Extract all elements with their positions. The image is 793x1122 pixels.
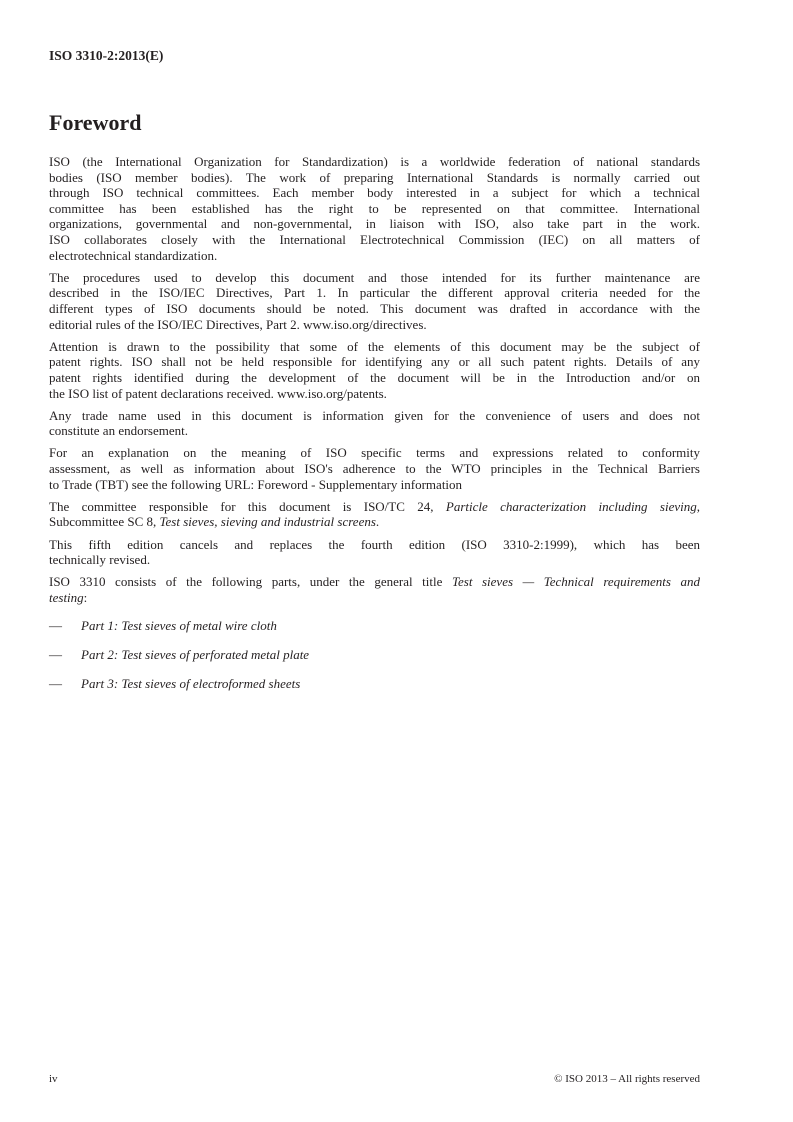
text-line (49, 423, 700, 439)
document-id-header: ISO 3310-2:2013(E) (49, 48, 164, 63)
text-segment: assessment, as well as information about ISO's adherence to the WTO principles in the Technical Barriers (49, 461, 700, 477)
text-segment: organizations, governmental and non-governmental, in liaison with ISO, also take part in the work. (49, 216, 700, 232)
list-item (49, 676, 700, 692)
text-segment: technically revised. (49, 552, 151, 568)
text-segment: ISO collaborates closely with the International Electrotechnical Commission (IEC) on all matters of (49, 231, 700, 247)
text-line (49, 270, 700, 286)
paragraph (49, 574, 700, 605)
text-segment: electrotechnical standardization. (49, 247, 218, 263)
text-line (49, 370, 700, 386)
text-segment: bodies (ISO member bodies). The work of preparing International Standards is normally carried out (49, 169, 700, 185)
foreword-body (49, 154, 700, 705)
text-segment: ISO (the International Organization for Standardization) is a worldwide federation of national standards (49, 154, 700, 169)
part-title: Part 2: Test sieves of perforated metal plate (81, 646, 310, 662)
text-segment: committee has been established has the right to be represented on that committee. International (49, 200, 700, 216)
text-line (49, 232, 700, 248)
list-item (49, 647, 700, 663)
text-line (49, 537, 700, 553)
text-segment: described in the ISO/IEC Directives, Part 1. In particular the different approval criteria needed for the (49, 285, 700, 301)
text-line (49, 461, 700, 477)
text-line (49, 477, 700, 493)
text-segment: The committee responsible for this document is ISO/TC 24, (49, 498, 446, 514)
text-line (49, 590, 700, 606)
copyright-notice: © ISO 2013 – All rights reserved (554, 1073, 700, 1085)
paragraph (49, 270, 700, 332)
paragraph (49, 537, 700, 568)
text-segment: patent rights. ISO shall not be held responsible for identifying any or all such patent rights. Details of any (49, 354, 700, 370)
text-line (49, 339, 700, 355)
text-segment: ISO 3310 consists of the following parts, under the general title (49, 574, 452, 590)
text-line (49, 216, 700, 232)
paragraph (49, 339, 700, 401)
page-number: iv (49, 1073, 58, 1085)
text-line (49, 514, 700, 530)
text-line (49, 248, 700, 264)
text-line (49, 574, 700, 590)
parts-list (49, 618, 700, 692)
list-dash: — (49, 675, 62, 691)
list-item (49, 618, 700, 634)
italic-title-text: Test sieves, sieving and industrial screens (159, 514, 376, 530)
text-line (49, 499, 700, 515)
text-segment: different types of ISO documents should be noted. This document was drafted in accordance with the (49, 300, 700, 316)
page-title: Foreword (49, 110, 142, 135)
text-line (49, 317, 700, 333)
part-title: Part 1: Test sieves of metal wire cloth (81, 617, 277, 633)
italic-title-text: testing (49, 590, 84, 605)
text-segment: editorial rules of the ISO/IEC Directives, Part 2. www.iso.org/directives. (49, 316, 427, 332)
italic-title-text: Particle characterization including sieving (445, 498, 697, 514)
paragraph (49, 408, 700, 439)
text-line (49, 154, 700, 170)
text-segment: Any trade name used in this document is information given for the convenience of users and does not (49, 407, 700, 423)
list-dash: — (49, 646, 62, 662)
text-segment: through ISO technical committees. Each member body interested in a subject for which a technical (49, 185, 700, 201)
text-segment: patent rights identified during the development of the document will be in the Introduction and/or on (49, 369, 700, 385)
text-segment: to Trade (TBT) see the following URL: Foreword - Supplementary information (49, 476, 463, 492)
text-line (49, 301, 700, 317)
part-title: Part 3: Test sieves of electroformed sheets (81, 675, 301, 691)
text-line (49, 185, 700, 201)
text-segment: Attention is drawn to the possibility that some of the elements of this document may be the subject of (49, 338, 700, 354)
text-segment: : (83, 590, 88, 605)
text-line (49, 170, 700, 186)
text-segment: The procedures used to develop this document and those intended for its further maintenance are (49, 269, 700, 285)
text-line (49, 445, 700, 461)
italic-title-text: Test sieves — Technical requirements and (451, 574, 701, 590)
paragraph (49, 445, 700, 492)
text-line (49, 552, 700, 568)
text-line (49, 354, 700, 370)
text-segment: constitute an endorsement. (49, 423, 188, 439)
text-segment: For an explanation on the meaning of ISO specific terms and expressions related to conformity (49, 445, 700, 461)
text-line (49, 201, 700, 217)
paragraph (49, 154, 700, 263)
text-line (49, 285, 700, 301)
text-segment: This fifth edition cancels and replaces the fourth edition (ISO 3310-2:1999), which has been (49, 536, 700, 552)
paragraph (49, 499, 700, 530)
text-segment: Subcommittee SC 8, (49, 514, 160, 530)
text-segment: , (696, 498, 700, 514)
list-dash: — (49, 617, 62, 633)
text-line (49, 408, 700, 424)
text-segment: the ISO list of patent declarations received. www.iso.org/patents. (49, 385, 387, 401)
text-line (49, 386, 700, 402)
text-segment: . (375, 514, 380, 530)
